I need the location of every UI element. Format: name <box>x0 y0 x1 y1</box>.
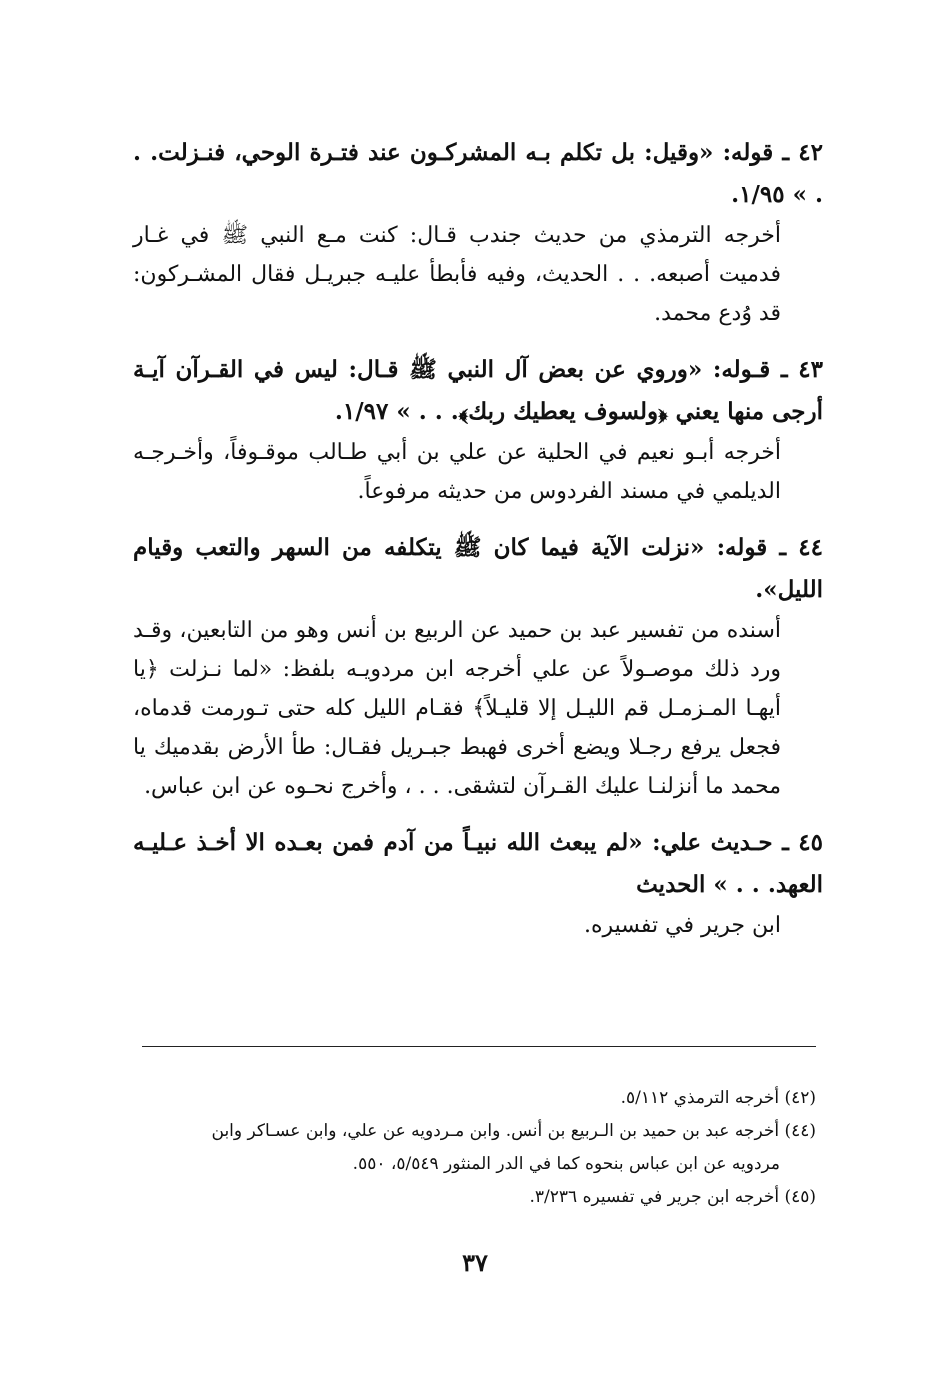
entry-heading: ٤٢ ـ قوله: «وقيل: بل تكلم بـه المشركـون عند فتـرة الوحي، فنـزلت. . . » ١/٩٥. <box>133 139 823 208</box>
entry-body: أخرجه الترمذي من حديث جندب قـال: كنت مـع النبي ﷺ في غـار فدميت أصبعه. . . الحديث، وفيه فأبطأ عليـه جبريـل فقال المشـركون: قد وُدع محمد. <box>133 223 781 326</box>
entry-body: ابن جرير في تفسيره. <box>584 913 781 938</box>
footnote-divider <box>142 1046 816 1047</box>
footnote-42: (٤٢) أخرجه الترمذي ٥/١١٢. <box>620 1088 816 1108</box>
entry-heading: ٤٥ ـ حـديث علي: «لم يبعث الله نبيـاً من آدم فمن بعـده الا أخـذ عـليـه العهد. . . » الحديث <box>133 829 823 898</box>
footnote-45: (٤٥) أخرجه ابن جرير في تفسيره ٣/٢٣٦. <box>529 1187 816 1207</box>
entry-heading: ٤٤ ـ قوله: «نزلت الآية فيما كان ﷺ يتكلفه من السهر والتعب وقيام الليل». <box>133 534 823 603</box>
page-number: ٣٧ <box>462 1248 488 1277</box>
entry-43 <box>133 349 823 511</box>
entry-45 <box>133 822 823 945</box>
entry-heading: ٤٣ ـ قـوله: «وروي عن بعض آل النبي ﷺ قـال: ليس في القـرآن آيـة أرجى منها يعني ﴿ولسوف يعطيك ربك﴾. . . » ١/٩٧. <box>133 356 823 425</box>
footnote-44: (٤٤) أخرجه عبد بن حميد بن الـربيع بن أنس. وابن مـردويه عن علي، وابن عسـاكر وابن <box>211 1121 816 1141</box>
entry-body: أخرجه أبـو نعيم في الحلية عن علي بن أبي طـالب موقـوفاً، وأخـرجـه الديلمي في مسند الفردوس من حديثه مرفوعاً. <box>133 440 781 504</box>
entry-44 <box>133 527 823 806</box>
footnotes <box>128 1082 820 1214</box>
main-text <box>133 132 823 961</box>
footnote-44-continued: مردويه عن ابن عباس بنحوه كما في الدر المنثور ٥/٥٤٩، ٥٥٠. <box>352 1154 780 1174</box>
entry-body: أسنده من تفسير عبد بن حميد عن الربيع بن أنس وهو من التابعين، وقـد ورد ذلك موصـولاً عن علي أخرجه ابن مردويـه بلفظ: «لما نـزلت ﴿يا أيهـا المـزمـل قم الليـل إلا قليـلاً﴾ فقـام الليل كله حتى تـورمت قدماه، فجعل يرفع رجـلا ويضع أخرى فهبط جبـريل فقـال: طأ الأرض بقدميك يا محمد ما أنزلنـا عليك القـرآن لتشقى. . . ، وأخرج نحـوه عن ابن عباس. <box>133 618 781 799</box>
entry-42 <box>133 132 823 333</box>
